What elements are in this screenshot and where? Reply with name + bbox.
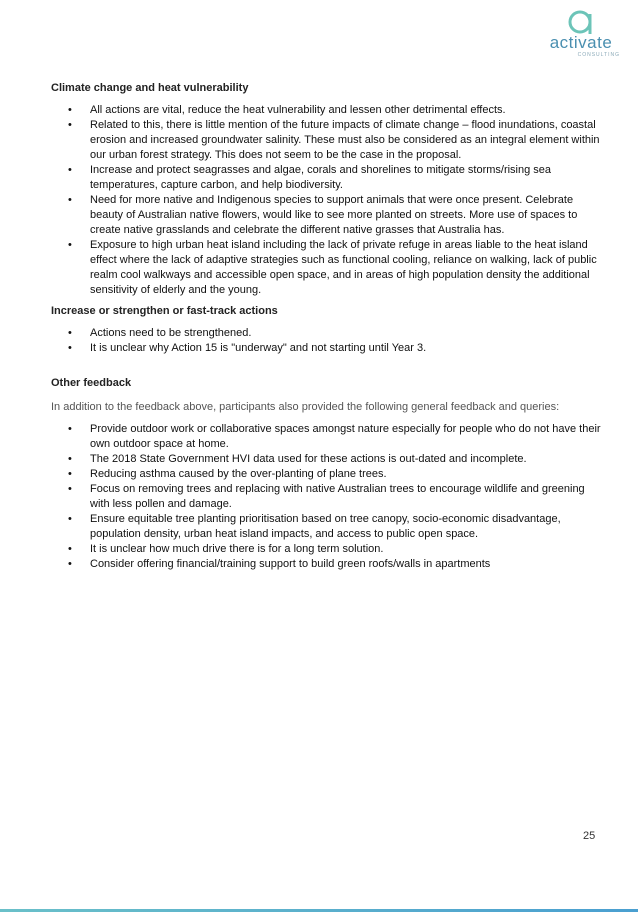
other-feedback-list — [51, 422, 601, 572]
section-heading-other: Other feedback — [51, 377, 132, 389]
list-item: • It is unclear why Action 15 is "underway" and not starting until Year 3. — [51, 341, 601, 356]
list-item: • Exposure to high urban heat island including the lack of private refuge in areas liable to the heat island effect where the lack of adaptive strategies such as functional cooling, reliance on walking, lack of public realm cool walkways and accessible open space, and in areas of high population density the additional sensitivity of elderly and the young. — [51, 238, 601, 298]
list-item: • Ensure equitable tree planting prioritisation based on tree canopy, socio-economic disadvantage, population density, urban heat island impacts, and access to public open space. — [51, 512, 601, 542]
list-item: • All actions are vital, reduce the heat vulnerability and lessen other detrimental effects. — [51, 103, 601, 118]
page-number: 25 — [583, 830, 596, 842]
actions-list — [51, 326, 601, 356]
list-item: • Consider offering financial/training support to build green roofs/walls in apartments — [51, 557, 601, 572]
list-item: • The 2018 State Government HVI data used for these actions is out-dated and incomplete. — [51, 452, 601, 467]
list-item: • Need for more native and Indigenous species to support animals that were once present. Celebrate beauty of Australian native flowers, would like to see more planted on streets. More use of spaces to create native grasslands and celebrate the different native grasses that Australia has. — [51, 193, 601, 238]
list-item: • Related to this, there is little mention of the future impacts of climate change – flood inundations, coastal erosion and increased groundwater salinity. These must also be considered as an integral element within our urban forest strategy. This does not seem to be the case in the proposal. — [51, 118, 601, 163]
list-item: • Reducing asthma caused by the over-planting of plane trees. — [51, 467, 601, 482]
list-item: • Increase and protect seagrasses and algae, corals and shorelines to mitigate storms/rising sea temperatures, capture carbon, and help biodiversity. — [51, 163, 601, 193]
climate-list — [51, 103, 601, 298]
logo-ring-icon — [566, 8, 596, 36]
list-item: • It is unclear how much drive there is for a long term solution. — [51, 542, 601, 557]
logo-wordmark: activate — [549, 33, 613, 52]
list-item: • Actions need to be strengthened. — [51, 326, 601, 341]
list-item: • Focus on removing trees and replacing with native Australian trees to encourage wildlife and greening with less pollen and damage. — [51, 482, 601, 512]
other-feedback-intro: In addition to the feedback above, participants also provided the following general feedback and queries: — [51, 401, 560, 413]
section-heading-actions: Increase or strengthen or fast-track actions — [51, 305, 278, 317]
logo-subtitle: CONSULTING — [577, 52, 620, 58]
section-heading-climate: Climate change and heat vulnerability — [51, 82, 249, 94]
list-item: • Provide outdoor work or collaborative spaces amongst nature especially for people who do not have their own outdoor space at home. — [51, 422, 601, 452]
document-body — [51, 81, 601, 572]
activate-logo — [540, 8, 622, 60]
